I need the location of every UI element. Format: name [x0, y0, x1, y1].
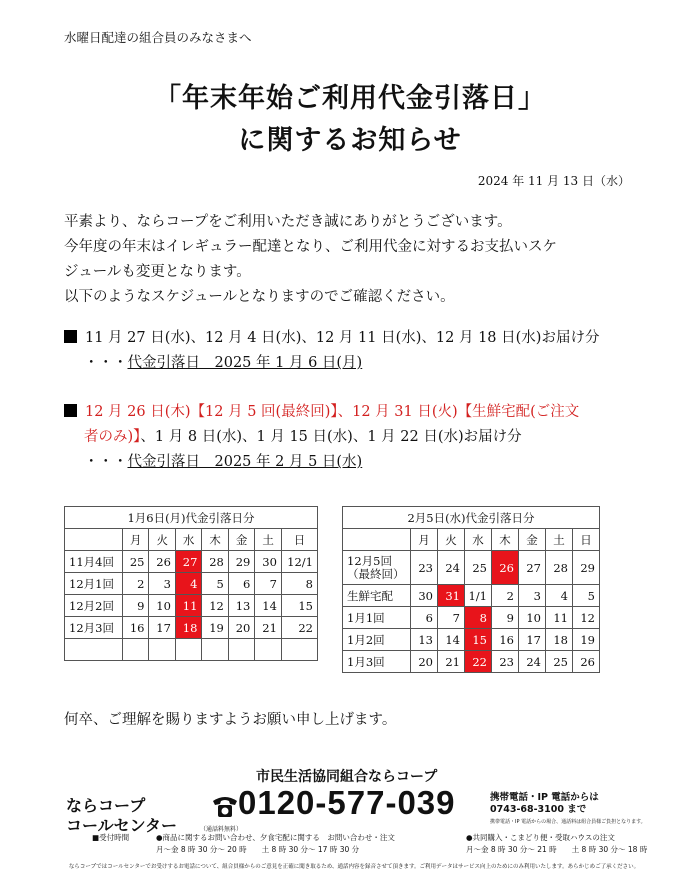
blank-cell: [123, 639, 149, 661]
calendar-row: [343, 651, 600, 673]
day-cell: 14: [438, 629, 465, 651]
delivery-dates: 11 月 27 日(水)、12 月 4 日(水)、12 月 11 日(水)、12 月 18 日(水)お届け分: [85, 330, 600, 346]
weekday-header: 土: [255, 529, 282, 551]
day-cell: 13: [411, 629, 438, 651]
blank-cell: [175, 639, 201, 661]
delivery-round-label: 12月1回: [65, 573, 123, 595]
special-delivery-dates: 12 月 26 日(木)【12 月 5 回(最終回)】、12 月 31 日(火)【生鮮宅配(ご注文: [85, 404, 580, 420]
day-cell: 10: [519, 607, 546, 629]
day-cell: 14: [255, 595, 282, 617]
day-cell: 3: [149, 573, 175, 595]
footer-call-center: [60, 766, 650, 884]
business-hours: [92, 832, 652, 856]
ellipsis-prefix: ・・・: [84, 454, 128, 470]
weekday-header: 金: [228, 529, 254, 551]
day-cell: 9: [123, 595, 149, 617]
issue-date: 2024 年 11 月 13 日（水）: [477, 174, 630, 188]
calendar-row: [343, 607, 600, 629]
schedule-item-1: [64, 326, 654, 376]
day-cell: 15: [281, 595, 317, 617]
day-cell: 18: [546, 629, 573, 651]
blank-cell: [255, 639, 282, 661]
calendar-row: [343, 629, 600, 651]
bullet-square-icon: [64, 330, 77, 343]
toll-free-label: （通話料無料）: [200, 826, 243, 833]
day-cell: 7: [255, 573, 282, 595]
weekday-header: 金: [519, 529, 546, 551]
weekday-header: 火: [149, 529, 175, 551]
delivery-round-label: 1月1回: [343, 607, 411, 629]
special-delivery-note: 者のみ)】: [84, 429, 141, 445]
day-cell: 29: [573, 551, 600, 585]
debit-date: 代金引落日 2025 年 2 月 5 日(水): [127, 454, 363, 470]
delivery-day-cell: 26: [492, 551, 519, 585]
calendar-corner-cell: [343, 529, 411, 551]
day-cell: 13: [228, 595, 254, 617]
calendar-table-jan6: [64, 506, 318, 661]
day-cell: 30: [255, 551, 282, 573]
mobile-phone-note: [490, 792, 599, 816]
day-cell: 1/1: [465, 585, 492, 607]
blank-cell: [228, 639, 254, 661]
blank-cell: [202, 639, 228, 661]
debit-date: 代金引落日 2025 年 1 月 6 日(月): [127, 355, 363, 371]
delivery-round-label: 生鮮宅配: [343, 585, 411, 607]
day-cell: 6: [228, 573, 254, 595]
delivery-day-cell: 31: [438, 585, 465, 607]
calendar-row: [65, 617, 318, 639]
call-charge-note: 携帯電話・IP 電話からの場合、通話料は組合員様ご負担となります。: [490, 819, 646, 825]
day-cell: 3: [519, 585, 546, 607]
day-cell: 24: [438, 551, 465, 585]
day-cell: 9: [492, 607, 519, 629]
hours-order: ●共同購入・こまどり便・受取ハウスの注文: [466, 833, 615, 842]
day-cell: 25: [123, 551, 149, 573]
round-label-line: 12月5回: [347, 553, 392, 568]
day-cell: 11: [546, 607, 573, 629]
day-cell: 5: [573, 585, 600, 607]
delivery-day-cell: 18: [175, 617, 201, 639]
intro-line: 以下のようなスケジュールとなりますのでご確認ください。: [64, 289, 455, 305]
day-cell: 12: [202, 595, 228, 617]
intro-line: ジュールも変更となります。: [64, 264, 251, 280]
day-cell: 23: [492, 651, 519, 673]
weekday-header: 水: [465, 529, 492, 551]
schedule-item-2: [64, 400, 654, 475]
day-cell: 21: [438, 651, 465, 673]
weekday-header: 日: [573, 529, 600, 551]
weekday-header: 月: [411, 529, 438, 551]
delivery-round-label: 12月2回: [65, 595, 123, 617]
calendar-caption: 2月5日(水)代金引落日分: [343, 507, 600, 529]
phone-icon: [210, 791, 240, 821]
day-cell: 5: [202, 573, 228, 595]
delivery-round-label: 1月3回: [343, 651, 411, 673]
intro-line: 今年度の年末はイレギュラー配達となり、ご利用代金に対するお支払いスケ: [64, 239, 557, 255]
intro-line: 平素より、ならコープをご利用いただき誠にありがとうございます。: [64, 214, 512, 230]
weekday-header: 木: [202, 529, 228, 551]
delivery-day-cell: 15: [465, 629, 492, 651]
day-cell: 28: [202, 551, 228, 573]
calendar-blank-row: [65, 639, 318, 661]
day-cell: 20: [228, 617, 254, 639]
calendar-row: [65, 573, 318, 595]
phone-number[interactable]: 0120-577-039: [238, 784, 456, 821]
call-center-line: コールセンター: [66, 816, 178, 835]
day-cell: 21: [255, 617, 282, 639]
page-title-line-1: 「年末年始ご利用代金引落日」: [154, 83, 546, 114]
ellipsis-prefix: ・・・: [84, 355, 128, 371]
delivery-day-cell: 8: [465, 607, 492, 629]
weekday-header: 木: [492, 529, 519, 551]
day-cell: 24: [519, 651, 546, 673]
day-cell: 30: [411, 585, 438, 607]
delivery-round-label: 1月2回: [343, 629, 411, 651]
closing-sentence: 何卒、ご理解を賜りますようお願い申し上げます。: [64, 712, 397, 728]
weekday-header: 月: [123, 529, 149, 551]
day-cell: 23: [411, 551, 438, 585]
day-cell: 16: [123, 617, 149, 639]
calendar-table-feb5: [342, 506, 600, 673]
day-cell: 8: [281, 573, 317, 595]
delivery-day-cell: 22: [465, 651, 492, 673]
addressee-line: 水曜日配達の組合員のみなさまへ: [64, 30, 252, 45]
call-center-line: ならコープ: [66, 796, 146, 815]
coop-name: 市民生活協同組合ならコープ: [256, 769, 438, 785]
delivery-dates: 、1 月 8 日(水)、1 月 15 日(水)、1 月 22 日(水)お届け分: [140, 429, 522, 445]
day-cell: 17: [149, 617, 175, 639]
day-cell: 25: [546, 651, 573, 673]
day-cell: 29: [228, 551, 254, 573]
delivery-day-cell: 11: [175, 595, 201, 617]
day-cell: 27: [519, 551, 546, 585]
intro-paragraph: [64, 210, 644, 310]
day-cell: 4: [546, 585, 573, 607]
day-cell: 26: [149, 551, 175, 573]
delivery-round-label: 12月3回: [65, 617, 123, 639]
page-title-line-2: に関するお知らせ: [238, 125, 462, 156]
day-cell: 22: [281, 617, 317, 639]
calendar-row: [65, 551, 318, 573]
calendar-row: [343, 551, 600, 585]
calendar-row: [343, 585, 600, 607]
blank-cell: [65, 639, 123, 661]
day-cell: 20: [411, 651, 438, 673]
day-cell: 10: [149, 595, 175, 617]
mobile-phone-number[interactable]: 0743-68-3100 まで: [490, 804, 587, 815]
recording-disclaimer: ならコープではコールセンターでお受けするお電話について、組合員様からのご意見を正確に聞き取るため、通話内容を録音させて頂きます。ご利用データはサービス向上のためにのみ利用いたします。あらかじめご了承ください。: [68, 864, 640, 870]
mobile-note-line: 携帯電話・IP 電話からは: [490, 792, 599, 803]
delivery-day-cell: 27: [175, 551, 201, 573]
day-cell: 17: [519, 629, 546, 651]
blank-cell: [281, 639, 317, 661]
day-cell: 12/1: [281, 551, 317, 573]
delivery-day-cell: 4: [175, 573, 201, 595]
calendar-corner-cell: [65, 529, 123, 551]
day-cell: 25: [465, 551, 492, 585]
blank-cell: [149, 639, 175, 661]
day-cell: 2: [123, 573, 149, 595]
weekday-header: 火: [438, 529, 465, 551]
day-cell: 19: [202, 617, 228, 639]
day-cell: 19: [573, 629, 600, 651]
day-cell: 26: [573, 651, 600, 673]
day-cell: 6: [411, 607, 438, 629]
delivery-round-label: 11月4回: [65, 551, 123, 573]
call-center-name: [66, 796, 177, 836]
day-cell: 2: [492, 585, 519, 607]
weekday-header: 土: [546, 529, 573, 551]
bullet-square-icon: [64, 404, 77, 417]
calendar-caption: 1月6日(月)代金引落日分: [65, 507, 318, 529]
round-label-note: （最終回）: [347, 566, 405, 581]
hours-label: ■受付時間: [92, 833, 130, 842]
hours-product: ●商品に関するお問い合わせ、夕食宅配に関する お問い合わせ・注文: [156, 833, 395, 842]
calendar-row: [65, 595, 318, 617]
day-cell: 12: [573, 607, 600, 629]
weekday-header: 日: [281, 529, 317, 551]
hours-product-time: 月～金 8 時 30 分～ 20 時 土 8 時 30 分～ 17 時 30 分: [156, 845, 360, 854]
hours-order-time: 月～金 8 時 30 分～ 21 時 土 8 時 30 分～ 18 時: [466, 845, 648, 854]
day-cell: 7: [438, 607, 465, 629]
day-cell: 16: [492, 629, 519, 651]
delivery-round-label: [343, 551, 411, 585]
weekday-header: 水: [175, 529, 201, 551]
day-cell: 28: [546, 551, 573, 585]
